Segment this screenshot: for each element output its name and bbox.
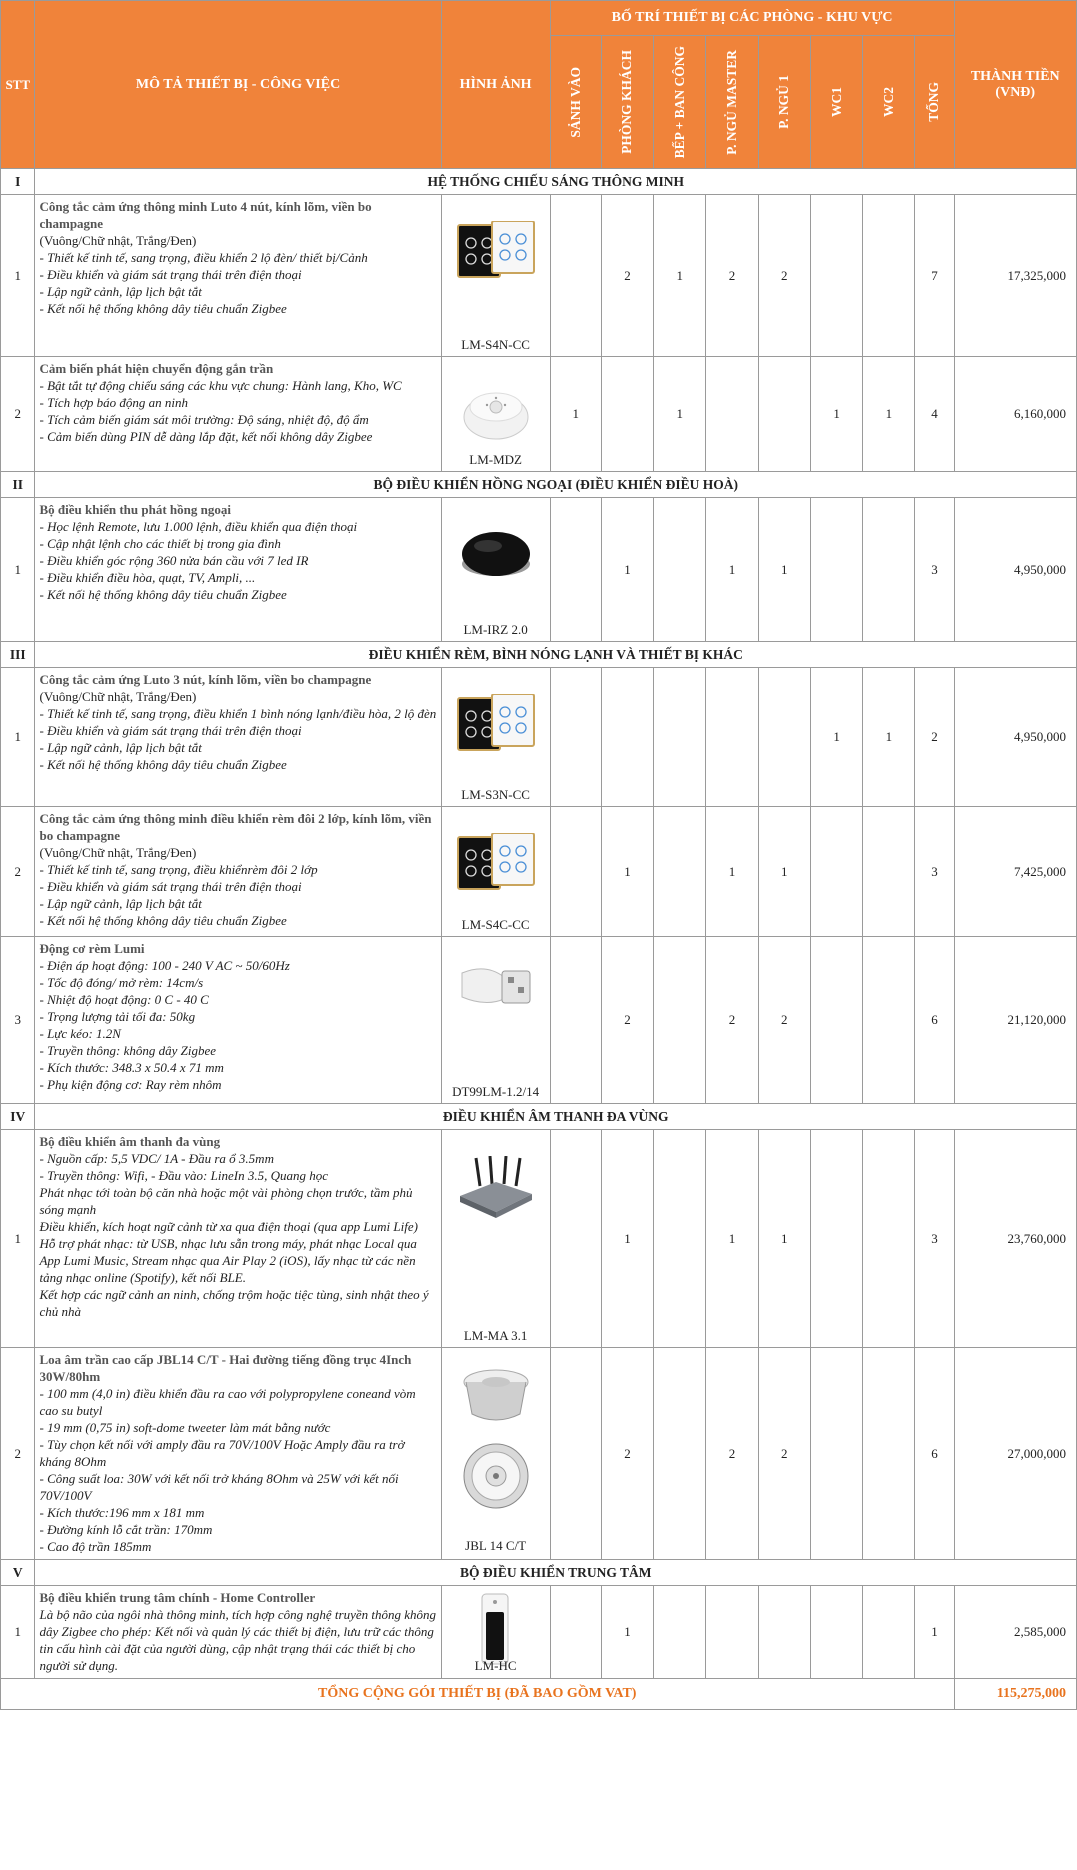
section-header-row xyxy=(1,642,1077,668)
item-description xyxy=(35,1348,441,1560)
table-row xyxy=(1,1130,1077,1348)
item-room-qty xyxy=(810,807,862,937)
item-spec-line: - Điều khiển và giám sát trạng thái trên điện thoại xyxy=(39,879,302,894)
item-spec-line: - Điều khiển và giám sát trạng thái trên điện thoại xyxy=(39,723,302,738)
item-room-qty: 1 xyxy=(810,357,862,472)
item-room-qty xyxy=(550,1130,601,1348)
section-title: ĐIỀU KHIỂN RÈM, BÌNH NÓNG LẠNH VÀ THIẾT BỊ KHÁC xyxy=(35,642,1077,668)
item-room-qty xyxy=(654,1586,706,1679)
section-number: I xyxy=(1,169,35,195)
item-room-qty xyxy=(601,668,653,807)
total-value: 115,275,000 xyxy=(954,1679,1077,1710)
item-spec-line: - Kích thước:196 mm x 181 mm xyxy=(39,1505,205,1520)
item-room-qty xyxy=(550,1586,601,1679)
item-spec-line: - Kết nối hệ thống không dây tiêu chuẩn Zigbee xyxy=(39,913,287,928)
item-image-cell xyxy=(441,937,550,1104)
item-image-cell xyxy=(441,1586,550,1679)
item-description xyxy=(35,807,441,937)
item-spec-line: - Trọng lượng tải tối đa: 50kg xyxy=(39,1009,196,1024)
section-header-row xyxy=(1,1104,1077,1130)
item-spec-line: - Kết nối hệ thống không dây tiêu chuẩn Zigbee xyxy=(39,587,287,602)
touch-switch-icon xyxy=(442,807,550,895)
item-description xyxy=(35,357,441,472)
item-room-qty: 1 xyxy=(601,1586,653,1679)
item-total-qty: 4 xyxy=(915,357,954,472)
item-spec-line: - Điều khiển góc rộng 360 nửa bán cầu với 7 led IR xyxy=(39,553,309,568)
item-spec-line: - Nguồn cấp: 5,5 VDC/ 1A - Đầu ra ổ 3.5mm xyxy=(39,1151,274,1166)
item-title: Động cơ rèm Lumi xyxy=(39,941,145,956)
item-room-qty: 2 xyxy=(601,937,653,1104)
item-title: Công tắc cảm ứng Luto 3 nút, kính lõm, viền bo champagne xyxy=(39,672,372,687)
item-total-qty: 3 xyxy=(915,498,954,642)
item-room-qty: 2 xyxy=(758,195,810,357)
item-spec-line: - Đường kính lỗ cắt trần: 170mm xyxy=(39,1522,213,1537)
header-room: BẾP + BAN CÔNG xyxy=(654,36,706,169)
item-image-cell xyxy=(441,668,550,807)
item-spec-line: - Học lệnh Remote, lưu 1.000 lệnh, điều khiển qua điện thoại xyxy=(39,519,358,534)
item-room-qty xyxy=(863,1586,915,1679)
item-description xyxy=(35,668,441,807)
item-total-qty: 3 xyxy=(915,1130,954,1348)
total-label: TỔNG CỘNG GÓI THIẾT BỊ (ĐÃ BAO GỒM VAT) xyxy=(1,1679,955,1710)
header-room: PHÒNG KHÁCH xyxy=(601,36,653,169)
section-title: BỘ ĐIỀU KHIỂN TRUNG TÂM xyxy=(35,1560,1077,1586)
item-room-qty xyxy=(654,1130,706,1348)
header-description: MÔ TẢ THIẾT BỊ - CÔNG VIỆC xyxy=(35,1,441,169)
table-row xyxy=(1,1348,1077,1560)
item-price: 6,160,000 xyxy=(954,357,1077,472)
item-subtitle: (Vuông/Chữ nhật, Trắng/Đen) xyxy=(39,233,197,248)
touch-switch-icon xyxy=(442,195,550,283)
item-image-cell xyxy=(441,1348,550,1560)
table-row xyxy=(1,668,1077,807)
item-room-qty: 1 xyxy=(706,498,758,642)
item-room-qty xyxy=(654,668,706,807)
header-room: P. NGỦ 1 xyxy=(758,36,810,169)
item-spec-line: - Truyền thông: không dây Zigbee xyxy=(39,1043,217,1058)
item-model-code: LM-MA 3.1 xyxy=(463,1328,528,1343)
item-price: 4,950,000 xyxy=(954,498,1077,642)
item-room-qty xyxy=(706,668,758,807)
item-model-code: LM-MDZ xyxy=(469,452,522,467)
item-spec-line: - Điện áp hoạt động: 100 - 240 V AC ~ 50/60Hz xyxy=(39,958,290,973)
item-spec-line: - Kết nối hệ thống không dây tiêu chuẩn Zigbee xyxy=(39,757,287,772)
header-room: SẢNH VÀO xyxy=(550,36,601,169)
header-room: TỔNG xyxy=(915,36,954,169)
section-header-row xyxy=(1,169,1077,195)
item-image-cell xyxy=(441,357,550,472)
section-number: IV xyxy=(1,1104,35,1130)
curtain-motor-icon xyxy=(442,937,550,1013)
item-room-qty xyxy=(863,498,915,642)
touch-switch-icon xyxy=(442,668,550,756)
item-stt: 3 xyxy=(1,937,35,1104)
section-title: HỆ THỐNG CHIẾU SÁNG THÔNG MINH xyxy=(35,169,1077,195)
item-image-cell xyxy=(441,498,550,642)
item-room-qty xyxy=(550,1348,601,1560)
audio-controller-icon xyxy=(442,1130,550,1220)
item-image-cell xyxy=(441,1130,550,1348)
item-spec-line: - Tích hợp báo động an ninh xyxy=(39,395,188,410)
item-room-qty xyxy=(550,937,601,1104)
item-description xyxy=(35,498,441,642)
header-room: WC1 xyxy=(810,36,862,169)
item-title: Bộ điều khiển âm thanh đa vùng xyxy=(39,1134,221,1149)
header-room: P. NGỦ MASTER xyxy=(706,36,758,169)
item-subtitle: (Vuông/Chữ nhật, Trắng/Đen) xyxy=(39,689,197,704)
item-room-qty: 2 xyxy=(706,195,758,357)
item-spec-line: - Công suất loa: 30W với kết nối trở kháng 8Ohm và 25W với kết nối 70V/100V xyxy=(39,1471,399,1503)
item-stt: 1 xyxy=(1,195,35,357)
item-room-qty xyxy=(654,498,706,642)
item-model-code: JBL 14 C/T xyxy=(465,1538,527,1553)
header-image: HÌNH ẢNH xyxy=(441,1,550,169)
item-room-qty: 1 xyxy=(550,357,601,472)
item-room-qty: 1 xyxy=(654,195,706,357)
item-price: 27,000,000 xyxy=(954,1348,1077,1560)
item-spec-line: - Tích cảm biến giám sát môi trường: Độ sáng, nhiệt độ, độ ẩm xyxy=(39,412,369,427)
item-room-qty: 1 xyxy=(601,1130,653,1348)
item-room-qty: 2 xyxy=(601,1348,653,1560)
item-room-qty: 1 xyxy=(654,357,706,472)
item-room-qty: 1 xyxy=(706,807,758,937)
item-title: Cảm biến phát hiện chuyển động gắn trần xyxy=(39,361,274,376)
item-spec-line: - Lập ngữ cảnh, lập lịch bật tắt xyxy=(39,740,202,755)
item-room-qty xyxy=(706,1586,758,1679)
item-price: 4,950,000 xyxy=(954,668,1077,807)
item-stt: 1 xyxy=(1,1130,35,1348)
item-room-qty xyxy=(706,357,758,472)
item-spec-line: - Bật tắt tự động chiếu sáng các khu vực chung: Hành lang, Kho, WC xyxy=(39,378,402,393)
item-room-qty xyxy=(863,195,915,357)
item-spec-line: Phát nhạc tới toàn bộ căn nhà hoặc một vài phòng chọn trước, tầm phủ sóng mạnh xyxy=(39,1185,413,1217)
item-subtitle: (Vuông/Chữ nhật, Trắng/Đen) xyxy=(39,845,197,860)
section-title: BỘ ĐIỀU KHIỂN HỒNG NGOẠI (ĐIỀU KHIỂN ĐIỀU HOÀ) xyxy=(35,472,1077,498)
item-description xyxy=(35,1130,441,1348)
item-title: Công tắc cảm ứng thông minh Luto 4 nút, kính lõm, viền bo champagne xyxy=(39,199,372,231)
item-spec-line: - Kết nối hệ thống không dây tiêu chuẩn Zigbee xyxy=(39,301,287,316)
table-row xyxy=(1,1586,1077,1679)
item-stt: 2 xyxy=(1,357,35,472)
item-total-qty: 2 xyxy=(915,668,954,807)
item-description xyxy=(35,937,441,1104)
item-price: 17,325,000 xyxy=(954,195,1077,357)
item-total-qty: 1 xyxy=(915,1586,954,1679)
item-model-code: LM-S4C-CC xyxy=(461,917,530,932)
item-stt: 2 xyxy=(1,1348,35,1560)
item-spec-line: - Nhiệt độ hoạt động: 0 C - 40 C xyxy=(39,992,209,1007)
item-room-qty xyxy=(810,195,862,357)
item-room-qty xyxy=(758,1586,810,1679)
item-spec-line: - 19 mm (0,75 in) soft-dome tweeter làm mát bằng nước xyxy=(39,1420,331,1435)
item-spec-line: - Truyền thông: Wifi, - Đầu vào: LineIn 3.5, Quang học xyxy=(39,1168,328,1183)
table-row xyxy=(1,357,1077,472)
section-number: V xyxy=(1,1560,35,1586)
item-room-qty xyxy=(863,807,915,937)
item-image-cell xyxy=(441,807,550,937)
table-row xyxy=(1,195,1077,357)
item-room-qty xyxy=(550,668,601,807)
item-room-qty xyxy=(654,1348,706,1560)
item-room-qty xyxy=(601,357,653,472)
item-title: Bộ điều khiển thu phát hồng ngoại xyxy=(39,502,231,517)
item-price: 7,425,000 xyxy=(954,807,1077,937)
item-room-qty xyxy=(654,937,706,1104)
item-spec-line: - Điều khiển điều hòa, quạt, TV, Ampli, ... xyxy=(39,570,256,585)
item-spec-line: - Thiết kế tinh tế, sang trọng, điều khiển 2 lộ đèn/ thiết bị/Cảnh xyxy=(39,250,368,265)
item-room-qty xyxy=(550,498,601,642)
item-room-qty xyxy=(810,937,862,1104)
item-room-qty: 2 xyxy=(601,195,653,357)
item-model-code: LM-IRZ 2.0 xyxy=(463,622,528,637)
item-room-qty: 2 xyxy=(706,937,758,1104)
table-row xyxy=(1,498,1077,642)
item-room-qty: 1 xyxy=(601,498,653,642)
item-description xyxy=(35,195,441,357)
item-room-qty xyxy=(550,195,601,357)
item-model-code: LM-HC xyxy=(474,1658,517,1673)
item-room-qty: 1 xyxy=(863,668,915,807)
item-price: 2,585,000 xyxy=(954,1586,1077,1679)
ir-controller-icon xyxy=(442,498,550,584)
item-title: Bộ điều khiển trung tâm chính - Home Controller xyxy=(39,1590,316,1605)
item-spec-line: Điều khiển, kích hoạt ngữ cảnh từ xa qua điện thoại (qua app Lumi Life) xyxy=(39,1219,418,1234)
item-total-qty: 6 xyxy=(915,1348,954,1560)
header-layout-group: BỐ TRÍ THIẾT BỊ CÁC PHÒNG - KHU VỰC xyxy=(550,1,954,36)
item-spec-line: - Kích thước: 348.3 x 50.4 x 71 mm xyxy=(39,1060,224,1075)
item-room-qty xyxy=(810,1348,862,1560)
item-room-qty: 1 xyxy=(601,807,653,937)
home-controller-icon xyxy=(442,1586,550,1666)
item-spec-line: - Tốc độ đóng/ mở rèm: 14cm/s xyxy=(39,975,204,990)
item-room-qty: 1 xyxy=(810,668,862,807)
item-total-qty: 6 xyxy=(915,937,954,1104)
item-title: Loa âm trần cao cấp JBL14 C/T - Hai đường tiếng đồng trục 4Inch 30W/80hm xyxy=(39,1352,412,1384)
table-row xyxy=(1,807,1077,937)
item-spec-line: - Lực kéo: 1.2N xyxy=(39,1026,121,1041)
header-price: THÀNH TIỀN (VNĐ) xyxy=(954,1,1077,169)
item-title: Công tắc cảm ứng thông minh điều khiển rèm đôi 2 lớp, kính lõm, viền bo champagne xyxy=(39,811,432,843)
item-room-qty: 1 xyxy=(758,498,810,642)
ceiling-speaker-icon xyxy=(442,1348,550,1514)
item-room-qty xyxy=(810,498,862,642)
item-description xyxy=(35,1586,441,1679)
item-room-qty: 1 xyxy=(758,1130,810,1348)
item-spec-line: Là bộ não của ngôi nhà thông minh, tích hợp công nghệ truyền thông không dây Zigbee cho phép: Kết nối và quản lý các thiết bị điện, lưu trữ các thông tin cấu hình cài đặt của người dùng, cập nhật trạng thái các thiết bị cho người sử dụng. xyxy=(39,1607,437,1673)
item-room-qty xyxy=(758,357,810,472)
item-model-code: LM-S3N-CC xyxy=(461,787,530,802)
item-spec-line: - Điều khiển và giám sát trạng thái trên điện thoại xyxy=(39,267,302,282)
item-spec-line: - Thiết kế tinh tế, sang trọng, điều khiểnrèm đôi 2 lớp xyxy=(39,862,318,877)
item-stt: 1 xyxy=(1,1586,35,1679)
header-room: WC2 xyxy=(863,36,915,169)
item-room-qty xyxy=(758,668,810,807)
section-header-row xyxy=(1,472,1077,498)
item-room-qty: 2 xyxy=(758,937,810,1104)
item-spec-line: - Cảm biến dùng PIN dễ dàng lắp đặt, kết nối không dây Zigbee xyxy=(39,429,373,444)
item-room-qty: 1 xyxy=(706,1130,758,1348)
item-spec-line: - Tùy chọn kết nối với amply đầu ra 70V/100V Hoặc Amply đầu ra trở kháng 8Ohm xyxy=(39,1437,405,1469)
item-room-qty xyxy=(863,1348,915,1560)
item-stt: 2 xyxy=(1,807,35,937)
item-room-qty xyxy=(654,807,706,937)
item-spec-line: - Thiết kế tinh tế, sang trọng, điều khiển 1 bình nóng lạnh/điều hòa, 2 lộ đèn xyxy=(39,706,437,721)
item-price: 23,760,000 xyxy=(954,1130,1077,1348)
item-model-code: DT99LM-1.2/14 xyxy=(452,1084,540,1099)
item-spec-line: - 100 mm (4,0 in) điều khiển đầu ra cao với polypropylene coneand vòm cao su butyl xyxy=(39,1386,416,1418)
header-stt: STT xyxy=(1,1,35,169)
item-room-qty: 2 xyxy=(758,1348,810,1560)
item-room-qty xyxy=(810,1586,862,1679)
motion-sensor-icon xyxy=(442,357,550,443)
item-spec-line: - Cập nhật lệnh cho các thiết bị trong gia đình xyxy=(39,536,281,551)
section-number: II xyxy=(1,472,35,498)
item-stt: 1 xyxy=(1,498,35,642)
item-room-qty: 1 xyxy=(863,357,915,472)
item-image-cell xyxy=(441,195,550,357)
item-spec-line: - Phụ kiện động cơ: Ray rèm nhôm xyxy=(39,1077,222,1092)
item-room-qty: 1 xyxy=(758,807,810,937)
item-room-qty xyxy=(863,937,915,1104)
item-spec-line: Kết hợp các ngữ cảnh an ninh, chống trộm hoặc tiệc tùng, sinh nhật theo ý chủ nhà xyxy=(39,1287,429,1319)
table-row xyxy=(1,937,1077,1104)
section-header-row xyxy=(1,1560,1077,1586)
item-spec-line: - Lập ngữ cảnh, lập lịch bật tắt xyxy=(39,284,202,299)
section-number: III xyxy=(1,642,35,668)
item-room-qty: 2 xyxy=(706,1348,758,1560)
item-total-qty: 7 xyxy=(915,195,954,357)
section-title: ĐIỀU KHIỂN ÂM THANH ĐA VÙNG xyxy=(35,1104,1077,1130)
item-room-qty xyxy=(810,1130,862,1348)
item-price: 21,120,000 xyxy=(954,937,1077,1104)
item-spec-line: - Lập ngữ cảnh, lập lịch bật tắt xyxy=(39,896,202,911)
item-room-qty xyxy=(550,807,601,937)
item-total-qty: 3 xyxy=(915,807,954,937)
item-stt: 1 xyxy=(1,668,35,807)
item-spec-line: Hỗ trợ phát nhạc: từ USB, nhạc lưu sẵn trong máy, phát nhạc Local qua App Lumi Music, Stream nhạc qua Air Play 2 (iOS), lấy nhạc từ các nền tảng nhạc online (Spotify), kết nối BLE. xyxy=(39,1236,417,1285)
item-model-code: LM-S4N-CC xyxy=(461,337,530,352)
item-room-qty xyxy=(863,1130,915,1348)
item-spec-line: - Cao độ trần 185mm xyxy=(39,1539,152,1554)
